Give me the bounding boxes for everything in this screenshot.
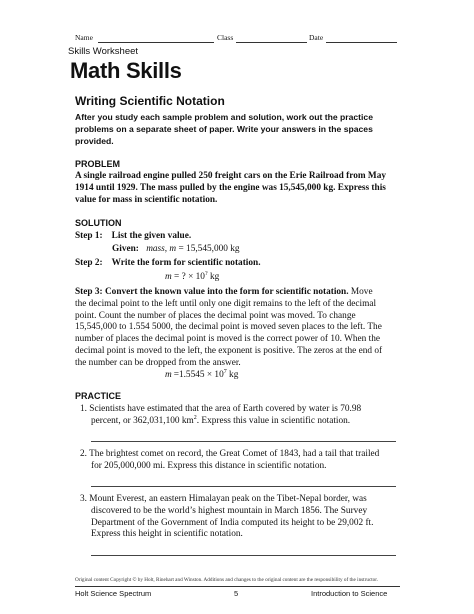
practice-question-1 (80, 404, 420, 428)
question-line: 2. The brightest comet on record, the Great Comet of 1843, had a tail that trailed (80, 449, 380, 459)
step3-tail: Move (350, 287, 373, 297)
problem-line: value for mass in scientific notation. (75, 194, 218, 205)
form-exponent: ? (204, 270, 208, 277)
answer-line-1[interactable] (91, 441, 396, 442)
intro-text (75, 111, 415, 147)
step1-label: Step 1: (75, 231, 103, 241)
step3-line: the number can be dropped from the answer. (75, 357, 241, 368)
problem-heading: PROBLEM (75, 159, 120, 169)
step1 (75, 231, 191, 243)
answer-exponent: 7 (223, 368, 227, 375)
question-text: percent, or 362,031,100 km (91, 415, 194, 426)
form-line (165, 272, 219, 284)
step2 (75, 258, 261, 270)
name-field[interactable] (98, 42, 214, 43)
step2-label: Step 2: (75, 258, 103, 268)
section-title: Writing Scientific Notation (75, 94, 225, 108)
problem-line: 1914 until 1929. The mass pulled by the engine was 15,545,000 kg. Express this (75, 182, 386, 193)
form-var: m (165, 272, 172, 282)
question-line: Department of the Government of India computed its height to be 29,002 ft. (91, 517, 374, 528)
question-line: discovered to be the world’s highest mountain in March 1856. The Survey (91, 505, 368, 516)
step3-line: number of places the decimal point is moved is the correct power of 10. When the (75, 334, 380, 345)
intro-line: problems on a separate sheet of paper. Write your answers in the spaces (75, 124, 373, 134)
step1-text: List the given value. (111, 231, 192, 241)
question-line: Express this height in scientific notation. (91, 529, 243, 540)
footer-rule (75, 586, 400, 587)
answer-value: =1.5545 × 10 (173, 370, 224, 380)
date-label: Date (309, 33, 324, 42)
given-value: = 15,545,000 kg (178, 244, 240, 254)
practice-heading: PRACTICE (75, 391, 122, 401)
copyright-notice: Original content Copyright © by Holt, Rinehart and Winston. Additions and changes to the original content are the responsibility of the instructor. (75, 577, 379, 583)
practice-question-3 (80, 494, 420, 541)
step3-line: 15,545,000 to 1.554 5000, the decimal point is moved seven places to the left. The (75, 322, 382, 333)
answer-unit: kg (229, 370, 239, 380)
answer-line-text (165, 370, 238, 382)
step3 (75, 287, 420, 370)
solution-heading: SOLUTION (75, 218, 122, 228)
step3-line: decimal point is moved to the left, the exponent is positive. The zeros at the end of (75, 345, 383, 356)
problem-text (75, 171, 420, 206)
footer-chapter: Introduction to Science (311, 589, 388, 598)
header-fields (0, 33, 474, 45)
question-line (80, 416, 420, 428)
given-var: mass, m (146, 244, 177, 254)
question-line: 1. Scientists have estimated that the area of Earth covered by water is 70.98 (80, 404, 362, 414)
worksheet-label: Skills Worksheet (68, 46, 139, 57)
question-line: for 205,000,000 mi. Express this distance in scientific notation. (91, 460, 327, 471)
answer-line-3[interactable] (91, 555, 396, 556)
given-line (112, 244, 240, 256)
form-unit: kg (209, 272, 220, 282)
question-line: 3. Mount Everest, an eastern Himalayan peak on the Tibet-Nepal border, was (80, 494, 367, 504)
answer-line-2[interactable] (91, 486, 396, 487)
step3-heading: Step 3: Convert the known value into the form for scientific notation. (75, 287, 349, 297)
name-label: Name (75, 33, 93, 42)
page-title: Math Skills (70, 58, 182, 83)
intro-line: After you study each sample problem and solution, work out the practice (75, 112, 373, 122)
step3-line: the decimal point to the left until only one digit remains to the left of the decimal (75, 298, 377, 309)
step2-text: Write the form for scientific notation. (111, 258, 261, 268)
form-value: = ? × 10 (174, 272, 205, 282)
problem-line: A single railroad engine pulled 250 freight cars on the Erie Railroad from May (75, 171, 387, 181)
page-number: 5 (234, 589, 239, 598)
intro-line: provided. (75, 136, 114, 146)
km-exponent: 2 (193, 414, 197, 421)
question-text: . Express this value in scientific notation. (196, 415, 351, 426)
footer-book-title: Holt Science Spectrum (75, 589, 152, 598)
practice-question-2 (80, 449, 420, 473)
step3-line: point. Count the number of places the decimal point was moved. To change (75, 310, 356, 321)
class-field[interactable] (236, 42, 307, 43)
class-label: Class (217, 33, 234, 42)
given-label: Given: (112, 244, 139, 254)
date-field[interactable] (326, 42, 397, 43)
answer-var: m (165, 370, 172, 380)
